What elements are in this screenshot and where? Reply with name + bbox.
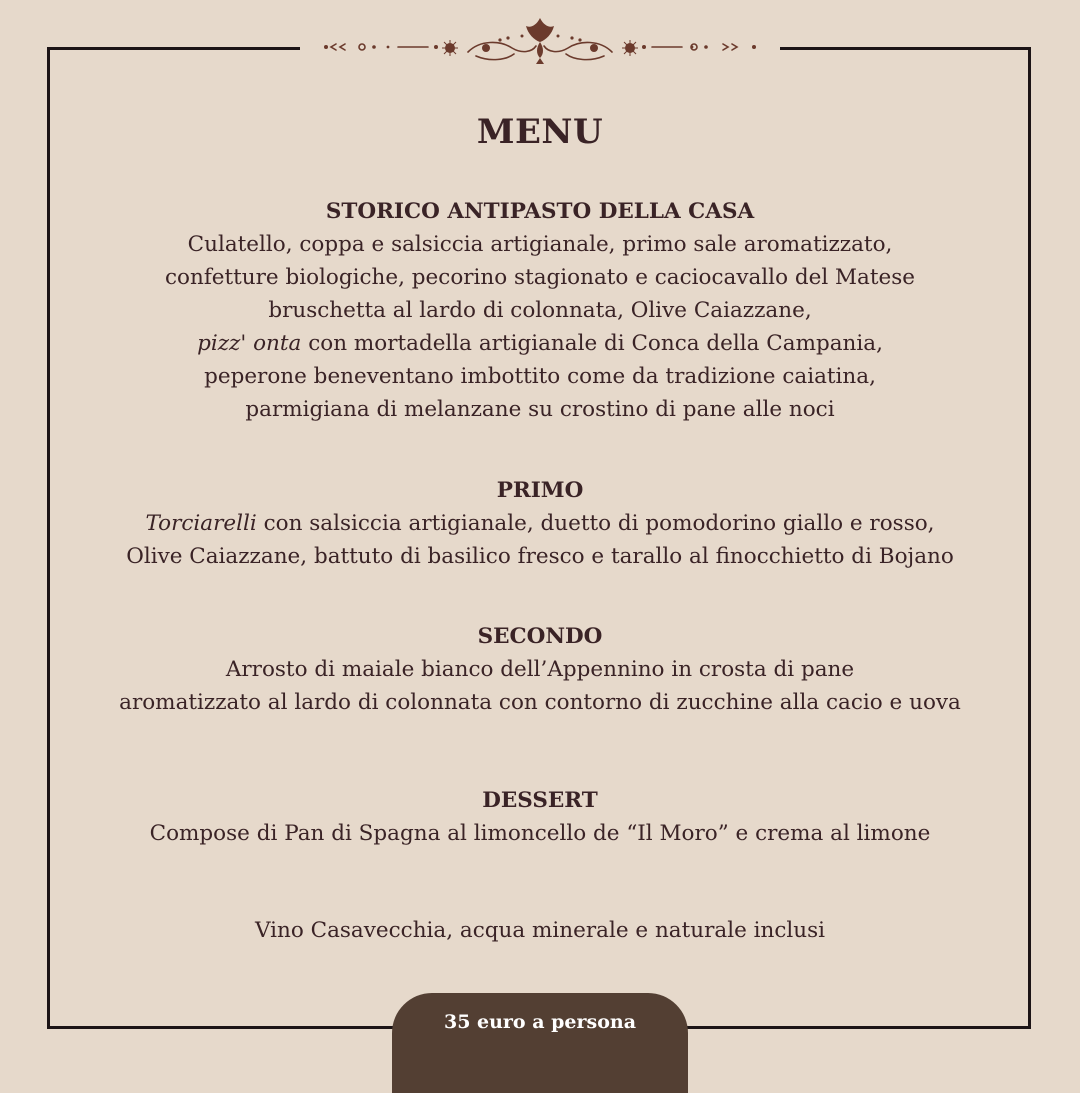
section-dessert (0, 784, 1080, 850)
section-heading: STORICO ANTIPASTO DELLA CASA (325, 199, 755, 224)
footer-note (0, 914, 1080, 947)
section-secondo (0, 620, 1080, 719)
dish-name-italic: Torciarelli (145, 511, 257, 536)
section-antipasto (0, 195, 1080, 426)
inclusions-note: Vino Casavecchia, acqua minerale e naturale inclusi (254, 918, 826, 943)
price-tab (392, 993, 688, 1093)
menu-line-text: con mortadella artigianale di Conca della Campania, (301, 331, 883, 356)
menu-line: peperone beneventano imbottito come da tradizione caiatina, (204, 364, 876, 389)
section-heading: DESSERT (482, 788, 598, 813)
menu-line: confetture biologiche, pecorino stagionato e caciocavallo del Matese (165, 265, 915, 290)
section-primo (0, 474, 1080, 573)
page-title: MENU (476, 112, 604, 152)
dish-name-italic: pizz' onta (197, 331, 302, 356)
menu-line: Olive Caiazzane, battuto di basilico fresco e tarallo al finocchietto di Bojano (126, 544, 954, 569)
menu-line-text: con salsiccia artigianale, duetto di pomodorino giallo e rosso, (256, 511, 935, 536)
menu-line (0, 327, 1080, 360)
menu-line: Arrosto di maiale bianco dell’Appennino in crosta di pane (225, 657, 855, 682)
menu-line: Culatello, coppa e salsiccia artigianale, primo sale aromatizzato, (187, 232, 893, 257)
section-heading: PRIMO (496, 478, 584, 503)
flourish-divider-icon (300, 12, 780, 72)
menu-line: Compose di Pan di Spagna al limoncello de “Il Moro” e crema al limone (149, 821, 931, 846)
section-heading: SECONDO (477, 624, 603, 649)
menu-line: parmigiana di melanzane su crostino di pane alle noci (245, 397, 835, 422)
menu-line: bruschetta al lardo di colonnata, Olive Caiazzane, (268, 298, 812, 323)
price-label: 35 euro a persona (443, 1011, 637, 1033)
menu-line: aromatizzato al lardo di colonnata con contorno di zucchine alla cacio e uova (119, 690, 961, 715)
menu-line (0, 507, 1080, 540)
